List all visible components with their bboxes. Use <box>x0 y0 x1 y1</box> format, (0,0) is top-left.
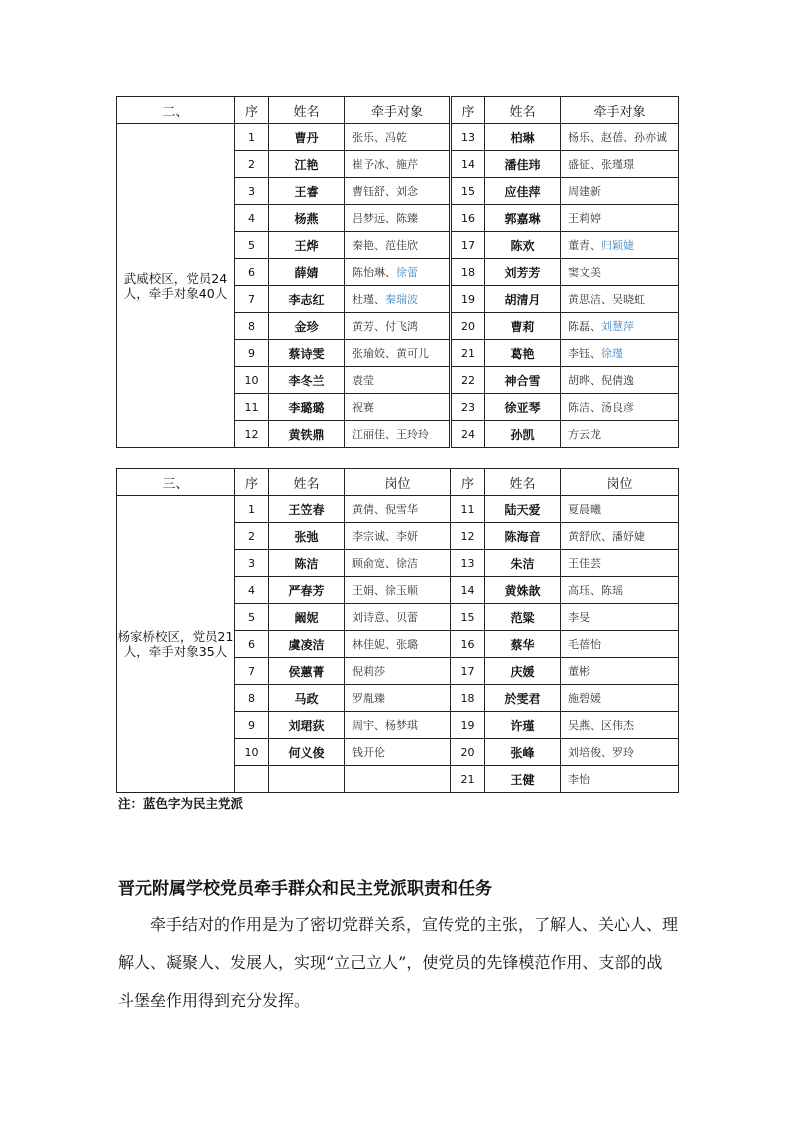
seq-cell: 7 <box>235 286 269 313</box>
assignee-name: 杨乐、赵蓓、孙亦诚 <box>568 131 667 144</box>
table-row <box>117 124 679 151</box>
member-name-cell: 李璐璐 <box>269 394 345 421</box>
member-name-cell: 刘珺荻 <box>269 712 345 739</box>
assignee-name: 刘培俊、罗玲 <box>568 746 634 759</box>
member-name-cell: 严春芳 <box>269 577 345 604</box>
assignee-name: 董彬 <box>568 665 590 678</box>
seq-cell-2: 18 <box>451 685 485 712</box>
assignee-name: 盛征、张瑾璟 <box>568 158 634 171</box>
assignment-cell <box>345 739 451 766</box>
member-name-cell: 张弛 <box>269 523 345 550</box>
seq-cell: 7 <box>235 658 269 685</box>
democratic-party-name: 秦瑞波 <box>385 293 418 306</box>
assignee-name: 夏晨曦 <box>568 503 601 516</box>
member-name-cell-2: 张峰 <box>485 739 561 766</box>
assignee-name: 吴燕、区伟杰 <box>568 719 634 732</box>
member-name-cell-2: 郭嘉琳 <box>485 205 561 232</box>
member-name-cell-2: 於雯君 <box>485 685 561 712</box>
assignment-cell <box>345 550 451 577</box>
section-label: 二、 <box>117 97 235 124</box>
member-name-cell-2: 应佳萍 <box>485 178 561 205</box>
seq-cell: 1 <box>235 124 269 151</box>
seq-cell-2: 14 <box>451 151 485 178</box>
assignment-cell <box>345 712 451 739</box>
assignee-name: 王佳芸 <box>568 557 601 570</box>
assignee-name: 李旻 <box>568 611 590 624</box>
member-name-cell-2: 王健 <box>485 766 561 793</box>
member-name-cell-2: 孙凯 <box>485 421 561 448</box>
assignment-cell <box>345 421 451 448</box>
assignment-cell-2 <box>561 712 679 739</box>
seq-header-2: 序 <box>451 97 485 124</box>
member-name-cell: 李志红 <box>269 286 345 313</box>
assignee-name: 高珏、陈瑶 <box>568 584 623 597</box>
seq-cell: 4 <box>235 577 269 604</box>
member-name-cell-2: 柏琳 <box>485 124 561 151</box>
member-name-cell: 杨燕 <box>269 205 345 232</box>
seq-cell: 6 <box>235 259 269 286</box>
assignment-cell-2 <box>561 604 679 631</box>
assignment-cell <box>345 313 451 340</box>
seq-cell: 9 <box>235 712 269 739</box>
assignment-cell <box>345 496 451 523</box>
member-name-cell: 黄铁鼎 <box>269 421 345 448</box>
seq-cell-2: 17 <box>451 232 485 259</box>
assignee-name: 林佳妮、张璐 <box>352 638 418 651</box>
assignment-cell-2 <box>561 631 679 658</box>
member-name-cell: 王睿 <box>269 178 345 205</box>
member-name-cell: 侯蕙菁 <box>269 658 345 685</box>
assignee-name: 张瑜姣、黄可儿 <box>352 347 429 360</box>
seq-cell: 9 <box>235 340 269 367</box>
seq-cell: 2 <box>235 151 269 178</box>
section-title: 晋元附属学校党员牵手群众和民主党派职责和任务 <box>118 879 492 899</box>
member-name-cell-2: 蔡华 <box>485 631 561 658</box>
member-name-cell-2: 陆天爱 <box>485 496 561 523</box>
assignee-name: 董青、 <box>568 239 601 252</box>
seq-cell-2: 24 <box>451 421 485 448</box>
member-name-cell: 薛婧 <box>269 259 345 286</box>
assignment-cell-2 <box>561 151 679 178</box>
assignment-cell <box>345 523 451 550</box>
assignment-cell-2 <box>561 367 679 394</box>
assignment-cell-2 <box>561 766 679 793</box>
assignment-cell-2 <box>561 205 679 232</box>
member-name-cell: 王笠春 <box>269 496 345 523</box>
assign-header: 牵手对象 <box>345 97 451 124</box>
assignee-name: 陈怡琳、 <box>352 266 396 279</box>
seq-cell: 10 <box>235 367 269 394</box>
assignee-name: 张乐、冯乾 <box>352 131 407 144</box>
assignee-name: 曹钰舒、刘念 <box>352 185 418 198</box>
seq-cell-2: 15 <box>451 604 485 631</box>
seq-cell: 4 <box>235 205 269 232</box>
assignment-cell-2 <box>561 394 679 421</box>
assignee-name: 周宇、杨梦琪 <box>352 719 418 732</box>
assignee-name: 钱开伦 <box>352 746 385 759</box>
seq-cell: 11 <box>235 394 269 421</box>
campus-cell: 杨家桥校区，党员21人，牵手对象35人 <box>117 496 235 793</box>
assignment-cell <box>345 766 451 793</box>
assignee-name: 施碧媛 <box>568 692 601 705</box>
assignment-cell-2 <box>561 421 679 448</box>
table-header-row <box>117 469 679 496</box>
pairing-table-wuwei <box>116 96 679 448</box>
assignment-cell-2 <box>561 577 679 604</box>
seq-cell-2: 11 <box>451 496 485 523</box>
member-name-cell-2: 曹莉 <box>485 313 561 340</box>
seq-cell: 1 <box>235 496 269 523</box>
democratic-party-name: 徐蕾 <box>396 266 418 279</box>
assignment-cell-2 <box>561 232 679 259</box>
seq-cell: 5 <box>235 232 269 259</box>
footnote: 注：蓝色字为民主党派 <box>118 796 244 811</box>
seq-cell: 2 <box>235 523 269 550</box>
member-name-cell: 何义俊 <box>269 739 345 766</box>
seq-cell: 3 <box>235 550 269 577</box>
democratic-party-name: 刘慧萍 <box>601 320 634 333</box>
assignee-name: 吕梦远、陈臻 <box>352 212 418 225</box>
seq-cell: 6 <box>235 631 269 658</box>
assignment-cell <box>345 151 451 178</box>
member-name-cell-2: 庆媛 <box>485 658 561 685</box>
seq-cell-2: 19 <box>451 712 485 739</box>
position-header: 岗位 <box>345 469 451 496</box>
assignment-cell-2 <box>561 739 679 766</box>
member-name-cell-2: 神合雪 <box>485 367 561 394</box>
assignment-cell <box>345 178 451 205</box>
body-paragraph: 牵手结对的作用是为了密切党群关系，宣传党的主张，了解人、关心人、理解人、凝聚人、发展人，实现“立己立人”，使党员的先锋模范作用、支部的战斗堡垒作用得到充分发挥。 <box>118 915 679 1010</box>
assignment-cell <box>345 205 451 232</box>
member-name-cell: 蔡诗雯 <box>269 340 345 367</box>
assignment-cell <box>345 631 451 658</box>
assign-header-2: 牵手对象 <box>561 97 679 124</box>
member-name-cell-2: 朱洁 <box>485 550 561 577</box>
seq-cell-2: 13 <box>451 550 485 577</box>
assignment-cell <box>345 259 451 286</box>
member-name-cell: 李冬兰 <box>269 367 345 394</box>
assignment-cell <box>345 394 451 421</box>
member-name-cell: 阚妮 <box>269 604 345 631</box>
assignee-name: 罗胤臻 <box>352 692 385 705</box>
seq-cell: 12 <box>235 421 269 448</box>
seq-cell-2: 13 <box>451 124 485 151</box>
member-name-cell-2: 陈海音 <box>485 523 561 550</box>
assignee-name: 王娟、徐玉顺 <box>352 584 418 597</box>
seq-cell-2: 16 <box>451 631 485 658</box>
name-header: 姓名 <box>269 469 345 496</box>
assignee-name: 黄舒欣、潘妤婕 <box>568 530 645 543</box>
assignee-name: 倪莉莎 <box>352 665 385 678</box>
name-header: 姓名 <box>269 97 345 124</box>
assignment-cell <box>345 685 451 712</box>
assignee-name: 江丽佳、王玲玲 <box>352 428 429 441</box>
assignment-cell-2 <box>561 658 679 685</box>
assignment-cell <box>345 286 451 313</box>
table-header-row <box>117 97 679 124</box>
campus-cell: 武威校区，党员24人，牵手对象40人 <box>117 124 235 448</box>
member-name-cell: 马政 <box>269 685 345 712</box>
assignee-name: 窦文美 <box>568 266 601 279</box>
member-name-cell-2: 陈欢 <box>485 232 561 259</box>
member-name-cell: 江艳 <box>269 151 345 178</box>
seq-cell: 10 <box>235 739 269 766</box>
seq-cell-2: 23 <box>451 394 485 421</box>
assignment-cell <box>345 340 451 367</box>
assignee-name: 黄思洁、吴晓虹 <box>568 293 645 306</box>
assignee-name: 祝赛 <box>352 401 374 414</box>
assignee-name: 方云龙 <box>568 428 601 441</box>
seq-cell: 8 <box>235 313 269 340</box>
seq-cell: 3 <box>235 178 269 205</box>
seq-cell-2: 15 <box>451 178 485 205</box>
assignment-cell-2 <box>561 178 679 205</box>
member-name-cell: 金珍 <box>269 313 345 340</box>
assignment-cell-2 <box>561 313 679 340</box>
seq-cell-2: 21 <box>451 766 485 793</box>
assignee-name: 崔予冰、施芹 <box>352 158 418 171</box>
seq-cell-2: 16 <box>451 205 485 232</box>
assignment-cell <box>345 577 451 604</box>
seq-cell-2: 18 <box>451 259 485 286</box>
assignee-name: 李钰、 <box>568 347 601 360</box>
seq-cell: 8 <box>235 685 269 712</box>
name-header-2: 姓名 <box>485 97 561 124</box>
seq-header: 序 <box>235 97 269 124</box>
assignee-name: 黄芳、付飞鸿 <box>352 320 418 333</box>
seq-cell-2: 12 <box>451 523 485 550</box>
seq-cell-2: 14 <box>451 577 485 604</box>
assignee-name: 顾俞宽、徐洁 <box>352 557 418 570</box>
assignment-cell-2 <box>561 550 679 577</box>
assignee-name: 王莉婷 <box>568 212 601 225</box>
pairing-table-yangjiaqiao <box>116 468 679 793</box>
seq-header: 序 <box>235 469 269 496</box>
assignment-cell-2 <box>561 523 679 550</box>
assignment-cell <box>345 367 451 394</box>
assignee-name: 黄倩、倪雪华 <box>352 503 418 516</box>
assignment-cell <box>345 604 451 631</box>
seq-cell: 5 <box>235 604 269 631</box>
member-name-cell-2: 黄姝歆 <box>485 577 561 604</box>
assignee-name: 刘诗意、贝蕾 <box>352 611 418 624</box>
democratic-party-name: 归颖婕 <box>601 239 634 252</box>
member-name-cell: 王烨 <box>269 232 345 259</box>
member-name-cell-2: 潘佳玮 <box>485 151 561 178</box>
member-name-cell-2: 范粱 <box>485 604 561 631</box>
member-name-cell-2: 葛艳 <box>485 340 561 367</box>
seq-cell <box>235 766 269 793</box>
member-name-cell: 曹丹 <box>269 124 345 151</box>
seq-cell-2: 17 <box>451 658 485 685</box>
member-name-cell: 陈洁 <box>269 550 345 577</box>
table-row <box>117 496 679 523</box>
assignee-name: 李怡 <box>568 773 590 786</box>
section-label: 三、 <box>117 469 235 496</box>
seq-cell-2: 20 <box>451 739 485 766</box>
assignee-name: 杜瑾、 <box>352 293 385 306</box>
seq-cell-2: 19 <box>451 286 485 313</box>
assignee-name: 胡晔、倪倩逸 <box>568 374 634 387</box>
member-name-cell-2: 许瑾 <box>485 712 561 739</box>
assignee-name: 毛蓓怡 <box>568 638 601 651</box>
assignee-name: 李宗诚、李妍 <box>352 530 418 543</box>
member-name-cell <box>269 766 345 793</box>
assignee-name: 陈磊、 <box>568 320 601 333</box>
assignment-cell-2 <box>561 496 679 523</box>
member-name-cell: 虞凌洁 <box>269 631 345 658</box>
seq-cell-2: 22 <box>451 367 485 394</box>
democratic-party-name: 徐瑾 <box>601 347 623 360</box>
member-name-cell-2: 胡清月 <box>485 286 561 313</box>
assignee-name: 陈洁、汤良彦 <box>568 401 634 414</box>
assignment-cell-2 <box>561 286 679 313</box>
seq-cell-2: 21 <box>451 340 485 367</box>
seq-cell-2: 20 <box>451 313 485 340</box>
assignee-name: 秦艳、范佳欣 <box>352 239 418 252</box>
assignment-cell-2 <box>561 340 679 367</box>
assignment-cell <box>345 124 451 151</box>
seq-header-2: 序 <box>451 469 485 496</box>
member-name-cell-2: 刘芳芳 <box>485 259 561 286</box>
member-name-cell-2: 徐亚琴 <box>485 394 561 421</box>
assignment-cell-2 <box>561 685 679 712</box>
name-header-2: 姓名 <box>485 469 561 496</box>
position-header-2: 岗位 <box>561 469 679 496</box>
assignment-cell-2 <box>561 259 679 286</box>
assignment-cell <box>345 658 451 685</box>
assignee-name: 袁莹 <box>352 374 374 387</box>
assignee-name: 周建新 <box>568 185 601 198</box>
assignment-cell-2 <box>561 124 679 151</box>
assignment-cell <box>345 232 451 259</box>
